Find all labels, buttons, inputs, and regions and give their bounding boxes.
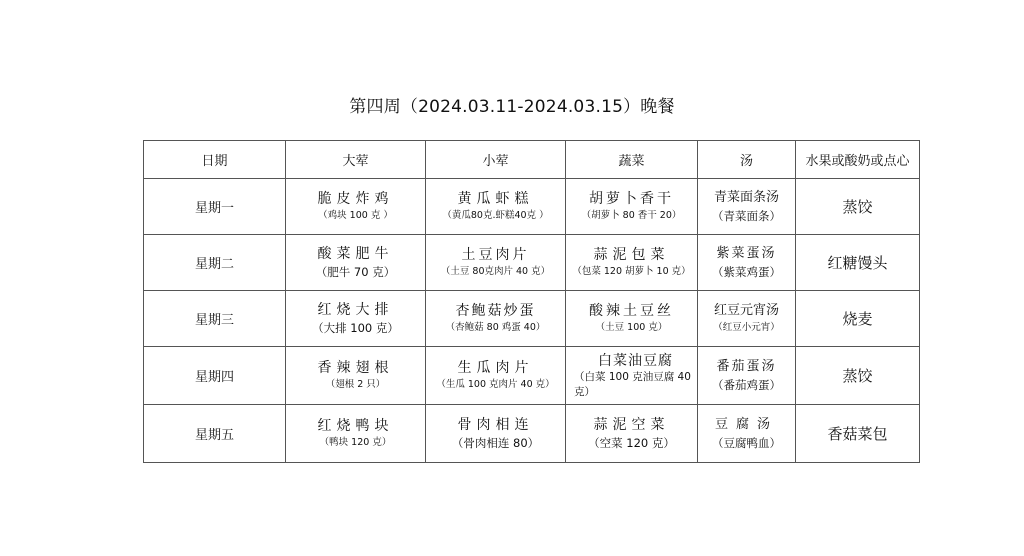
- table-row: [144, 347, 920, 405]
- dish-name: 骨肉相连: [457, 416, 534, 433]
- day-cell: 星期五: [144, 405, 286, 463]
- snack-cell: 烧麦: [796, 291, 920, 347]
- table-row: [144, 235, 920, 291]
- table-row: [144, 291, 920, 347]
- soup-cell: [698, 405, 796, 463]
- small-meat-cell: [426, 235, 566, 291]
- dish-note: （红豆小元宵）: [713, 321, 780, 333]
- table-header-row: [144, 141, 920, 179]
- vegetable-cell: [566, 235, 698, 291]
- dish-name: 青菜面条汤: [713, 189, 779, 205]
- snack-cell: 蒸饺: [796, 347, 920, 405]
- soup-cell: [698, 235, 796, 291]
- dish-note: （骨肉相连 80）: [451, 435, 540, 450]
- big-meat-cell: [286, 405, 426, 463]
- dish-name: 豆腐汤: [714, 416, 778, 432]
- day-cell: 星期三: [144, 291, 286, 347]
- dish-name: 红烧大排: [317, 301, 394, 318]
- dish-name: 土豆肉片: [461, 246, 530, 263]
- dish-name: 酸菜肥牛: [317, 245, 394, 262]
- dish-name: 香辣翅根: [317, 359, 394, 376]
- header-vegetable: 蔬菜: [566, 141, 698, 179]
- dinner-menu-table: [143, 140, 920, 463]
- snack-cell: 香菇菜包: [796, 405, 920, 463]
- soup-cell: [698, 291, 796, 347]
- table-row: [144, 405, 920, 463]
- header-snack: 水果或酸奶或点心: [796, 141, 920, 179]
- dish-name: 蒜泥空菜: [593, 416, 670, 433]
- dish-name: 白菜油豆腐: [598, 352, 673, 369]
- dish-note: （豆腐鸭血）: [712, 435, 781, 450]
- page-title: 第四周（2024.03.11-2024.03.15）晚餐: [349, 97, 675, 117]
- header-small-meat: 小荤: [426, 141, 566, 179]
- vegetable-cell: [566, 179, 698, 235]
- big-meat-cell: [286, 235, 426, 291]
- dish-note: （胡萝卜 80 香干 20）: [581, 209, 682, 221]
- dish-note: （土豆 100 克）: [595, 321, 668, 333]
- dish-note: （紫菜鸡蛋）: [712, 264, 781, 279]
- snack-cell: 红糖馒头: [796, 235, 920, 291]
- header-date: 日期: [144, 141, 286, 179]
- dish-note: （空菜 120 克）: [588, 435, 675, 450]
- dish-name: 红烧鸭块: [317, 417, 394, 434]
- vegetable-cell: [566, 291, 698, 347]
- small-meat-cell: [426, 179, 566, 235]
- big-meat-cell: [286, 179, 426, 235]
- dish-note: （翅根 2 只）: [325, 378, 386, 390]
- dish-name: 生瓜肉片: [457, 359, 534, 376]
- header-soup: 汤: [698, 141, 796, 179]
- dish-note: （白菜 100 克油豆腐 40 克）: [574, 370, 691, 398]
- dish-note: （大排 100 克）: [312, 320, 399, 335]
- header-big-meat: 大荤: [286, 141, 426, 179]
- dish-note: （杏鲍菇 80 鸡蛋 40）: [445, 321, 546, 333]
- dish-name: 胡萝卜香干: [589, 190, 674, 207]
- dish-name: 黄瓜虾糕: [457, 190, 534, 207]
- small-meat-cell: [426, 405, 566, 463]
- small-meat-cell: [426, 347, 566, 405]
- big-meat-cell: [286, 347, 426, 405]
- dish-note: （黄瓜80克.虾糕40克 ）: [442, 209, 549, 221]
- dish-name: 酸辣土豆丝: [589, 302, 674, 319]
- dish-name: 番茄蛋汤: [716, 358, 777, 374]
- dish-name: 脆皮炸鸡: [317, 190, 394, 207]
- dish-note: （青菜面条）: [712, 208, 781, 223]
- dish-note: （包菜 120 胡萝卜 10 克）: [572, 265, 691, 277]
- vegetable-cell: [566, 405, 698, 463]
- dish-note: （生瓜 100 克肉片 40 克）: [436, 378, 555, 390]
- dish-name: 杏鲍菇炒蛋: [455, 302, 536, 319]
- vegetable-cell: [566, 347, 698, 405]
- soup-cell: [698, 179, 796, 235]
- dish-note: （肥牛 70 克）: [315, 264, 396, 279]
- day-cell: 星期一: [144, 179, 286, 235]
- dish-note: （土豆 80克肉片 40 克）: [440, 265, 551, 277]
- soup-cell: [698, 347, 796, 405]
- dish-note: （鸡块 100 克 ）: [318, 209, 393, 221]
- day-cell: 星期二: [144, 235, 286, 291]
- dish-name: 红豆元宵汤: [713, 302, 779, 318]
- dish-note: （鸭块 120 克）: [319, 436, 392, 448]
- dish-name: 蒜泥包菜: [593, 246, 670, 263]
- small-meat-cell: [426, 291, 566, 347]
- day-cell: 星期四: [144, 347, 286, 405]
- snack-cell: 蒸饺: [796, 179, 920, 235]
- big-meat-cell: [286, 291, 426, 347]
- table-row: [144, 179, 920, 235]
- dish-note: （番茄鸡蛋）: [712, 377, 781, 392]
- dish-name: 紫菜蛋汤: [716, 245, 777, 261]
